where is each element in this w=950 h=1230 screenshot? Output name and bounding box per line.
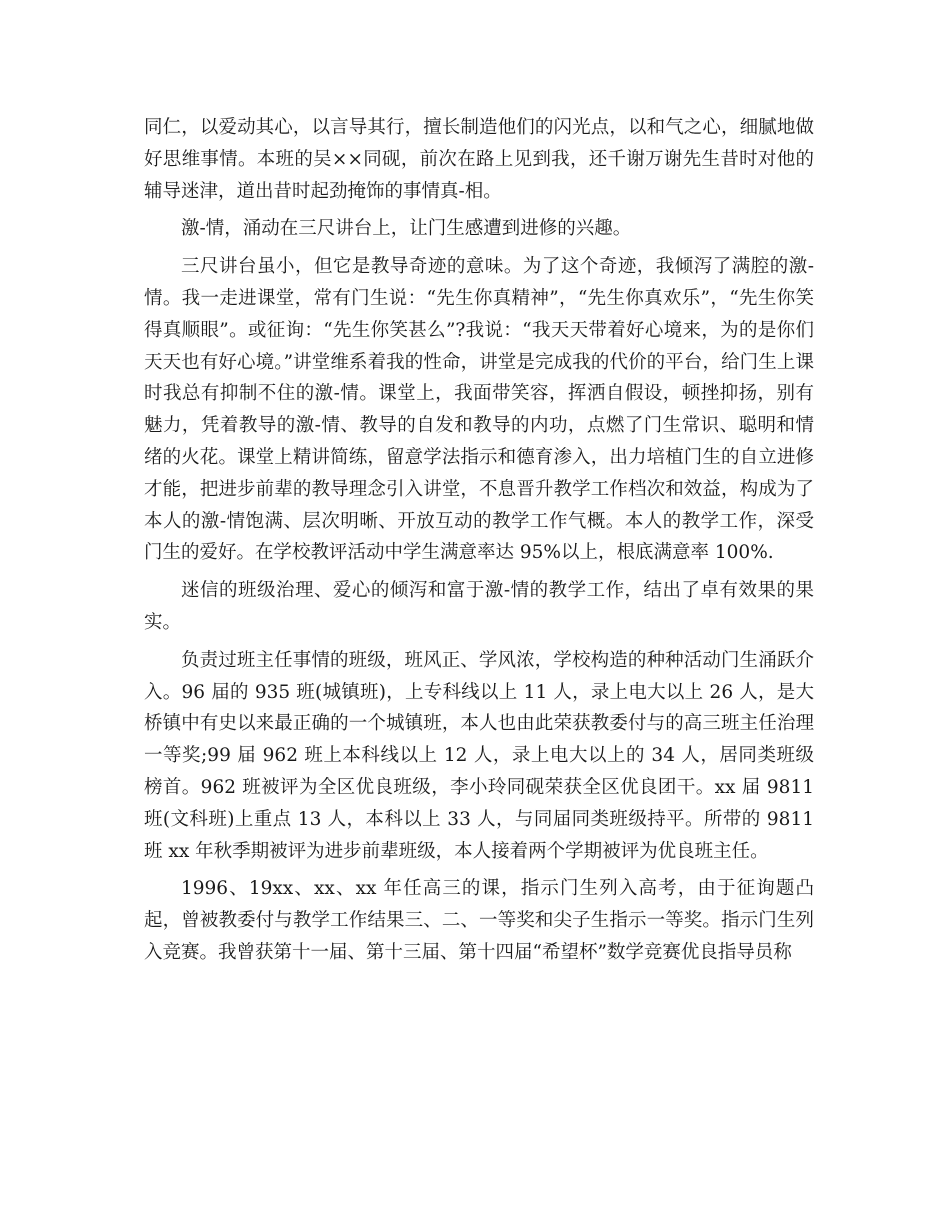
paragraph-5: 负责过班主任事情的班级，班风正、学风浓，学校构造的种种活动门生涌跃介入。96 届的 935 班(城镇班)，上专科线以上 11 人，录上电大以上 26 人，是大桥镇中有史以来最正确的一个城镇班，本人也由此荣获教委付与的高三班主任治理一等奖;99 届 962 班上本科线以上 12 人，录上电大以上的 34 人，居同类班级榜首。962 班被评为全区优良班级，李小玲同砚荣获全区优良团干。xx 届 9811 班(文科班)上重点 13 人，本科以上 33 人，与同届同类班级持平。所带的 9811 班 xx 年秋季期被评为进步前辈班级，本人接着两个学期被评为优良班主任。: [144, 649, 814, 862]
paragraph-1: 同仁，以爱动其心，以言导其行，擅长制造他们的闪光点，以和气之心，细腻地做好思维事情。本班的吴××同砚，前次在路上见到我，还千谢万谢先生昔时对他的辅导迷津，道出昔时起劲掩饰的事情真-相。: [144, 117, 814, 202]
paragraph-4: 迷信的班级治理、爱心的倾泻和富于激-情的教学工作，结出了卓有效果的果实。: [144, 580, 814, 633]
paragraph-6: 1996、19xx、xx、xx 年任高三的课，指示门生列入高考，由于征询题凸起，曾被教委付与教学工作结果三、二、一等奖和尖子生指示一等奖。指示门生列入竞赛。我曾获第十一届、第十三届、第十四届“希望杯”数学竞赛优良指导员称: [144, 878, 814, 963]
paragraph-3: 三尺讲台虽小，但它是教导奇迹的意味。为了这个奇迹，我倾泻了满腔的激-情。我一走进课堂，常有门生说：“先生你真精神”，“先生你真欢乐”，“先生你笑得真顺眼”。或征询：“先生你笑甚么”?我说：“我天天带着好心境来，为的是你们天天也有好心境。”讲堂维系着我的性命，讲堂是完成我的代价的平台，给门生上课时我总有抑制不住的激-情。课堂上，我面带笑容，挥洒自假设，顿挫抑扬，别有魅力，凭着教导的激-情、教导的自发和教导的内功，点燃了门生常识、聪明和情绪的火花。课堂上精讲简练，留意学法指示和德育渗入，出力培植门生的自立进修才能，把进步前辈的教导理念引入讲堂，不息晋升教学工作档次和效益，构成为了本人的激-情饱满、层次明晰、开放互动的教学工作气概。本人的教学工作，深受门生的爱好。在学校教评活动中学生满意率达 95%以上，根底满意率 100%.: [144, 256, 814, 564]
paragraph-2: 激-情，涌动在三尺讲台上，让门生感遭到进修的兴趣。: [181, 218, 632, 240]
document-body: [144, 112, 814, 975]
